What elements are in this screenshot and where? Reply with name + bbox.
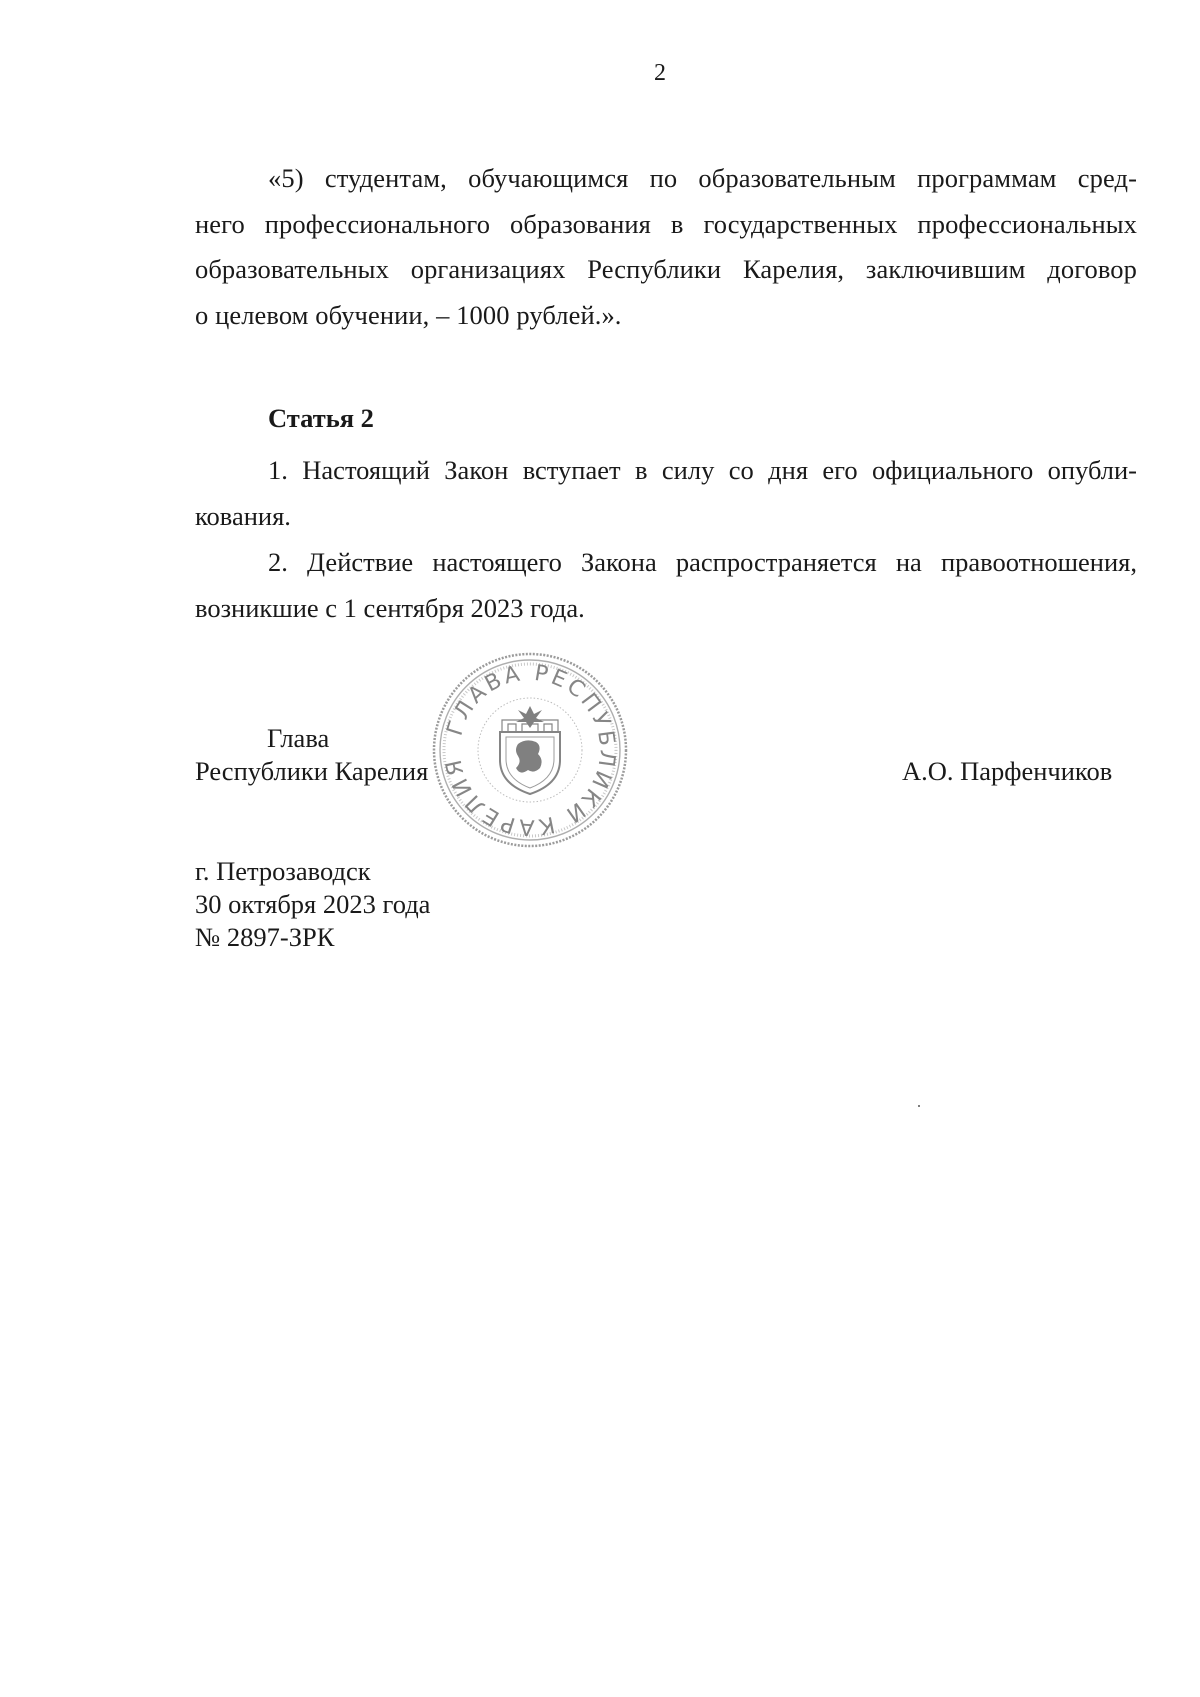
paragraph-line: образовательных организациях Республики Карелия, заключившим договор bbox=[195, 254, 1137, 284]
article-item-2 bbox=[195, 540, 1137, 631]
document-footer bbox=[195, 855, 430, 954]
article-title: Статья 2 bbox=[268, 403, 374, 433]
seal-text: ГЛАВА РЕСПУБЛИКИ КАРЕЛИЯ bbox=[441, 660, 620, 840]
footer-city: г. Петрозаводск bbox=[195, 856, 371, 886]
paragraph-line: 2. Действие настоящего Закона распространяется на правоотношения, bbox=[268, 547, 1137, 577]
footer-number: № 2897-ЗРК bbox=[195, 922, 335, 952]
signature-block bbox=[195, 722, 428, 788]
scan-speck bbox=[918, 1105, 920, 1107]
paragraph-line: 1. Настоящий Закон вступает в силу со дня его официального опубли- bbox=[268, 455, 1137, 485]
paragraph-line: него профессионального образования в государственных профессиональных bbox=[195, 208, 1137, 239]
page-number: 2 bbox=[654, 60, 666, 86]
paragraph-line: о целевом обучении, – 1000 рублей.». bbox=[195, 299, 622, 330]
paragraph-line: кования. bbox=[195, 500, 291, 531]
signature-title-line: Глава bbox=[267, 723, 330, 753]
official-seal bbox=[420, 650, 640, 850]
footer-date: 30 октября 2023 года bbox=[195, 889, 431, 919]
signer-name: А.О. Парфенчиков bbox=[902, 756, 1113, 786]
paragraph-5 bbox=[195, 156, 1137, 338]
paragraph-line: «5) студентам, обучающимся по образовательным программам сред- bbox=[268, 163, 1137, 193]
paragraph-line: возникшие с 1 сентября 2023 года. bbox=[195, 592, 585, 623]
signature-title-line: Республики Карелия bbox=[195, 756, 429, 786]
article-item-1 bbox=[195, 448, 1137, 539]
